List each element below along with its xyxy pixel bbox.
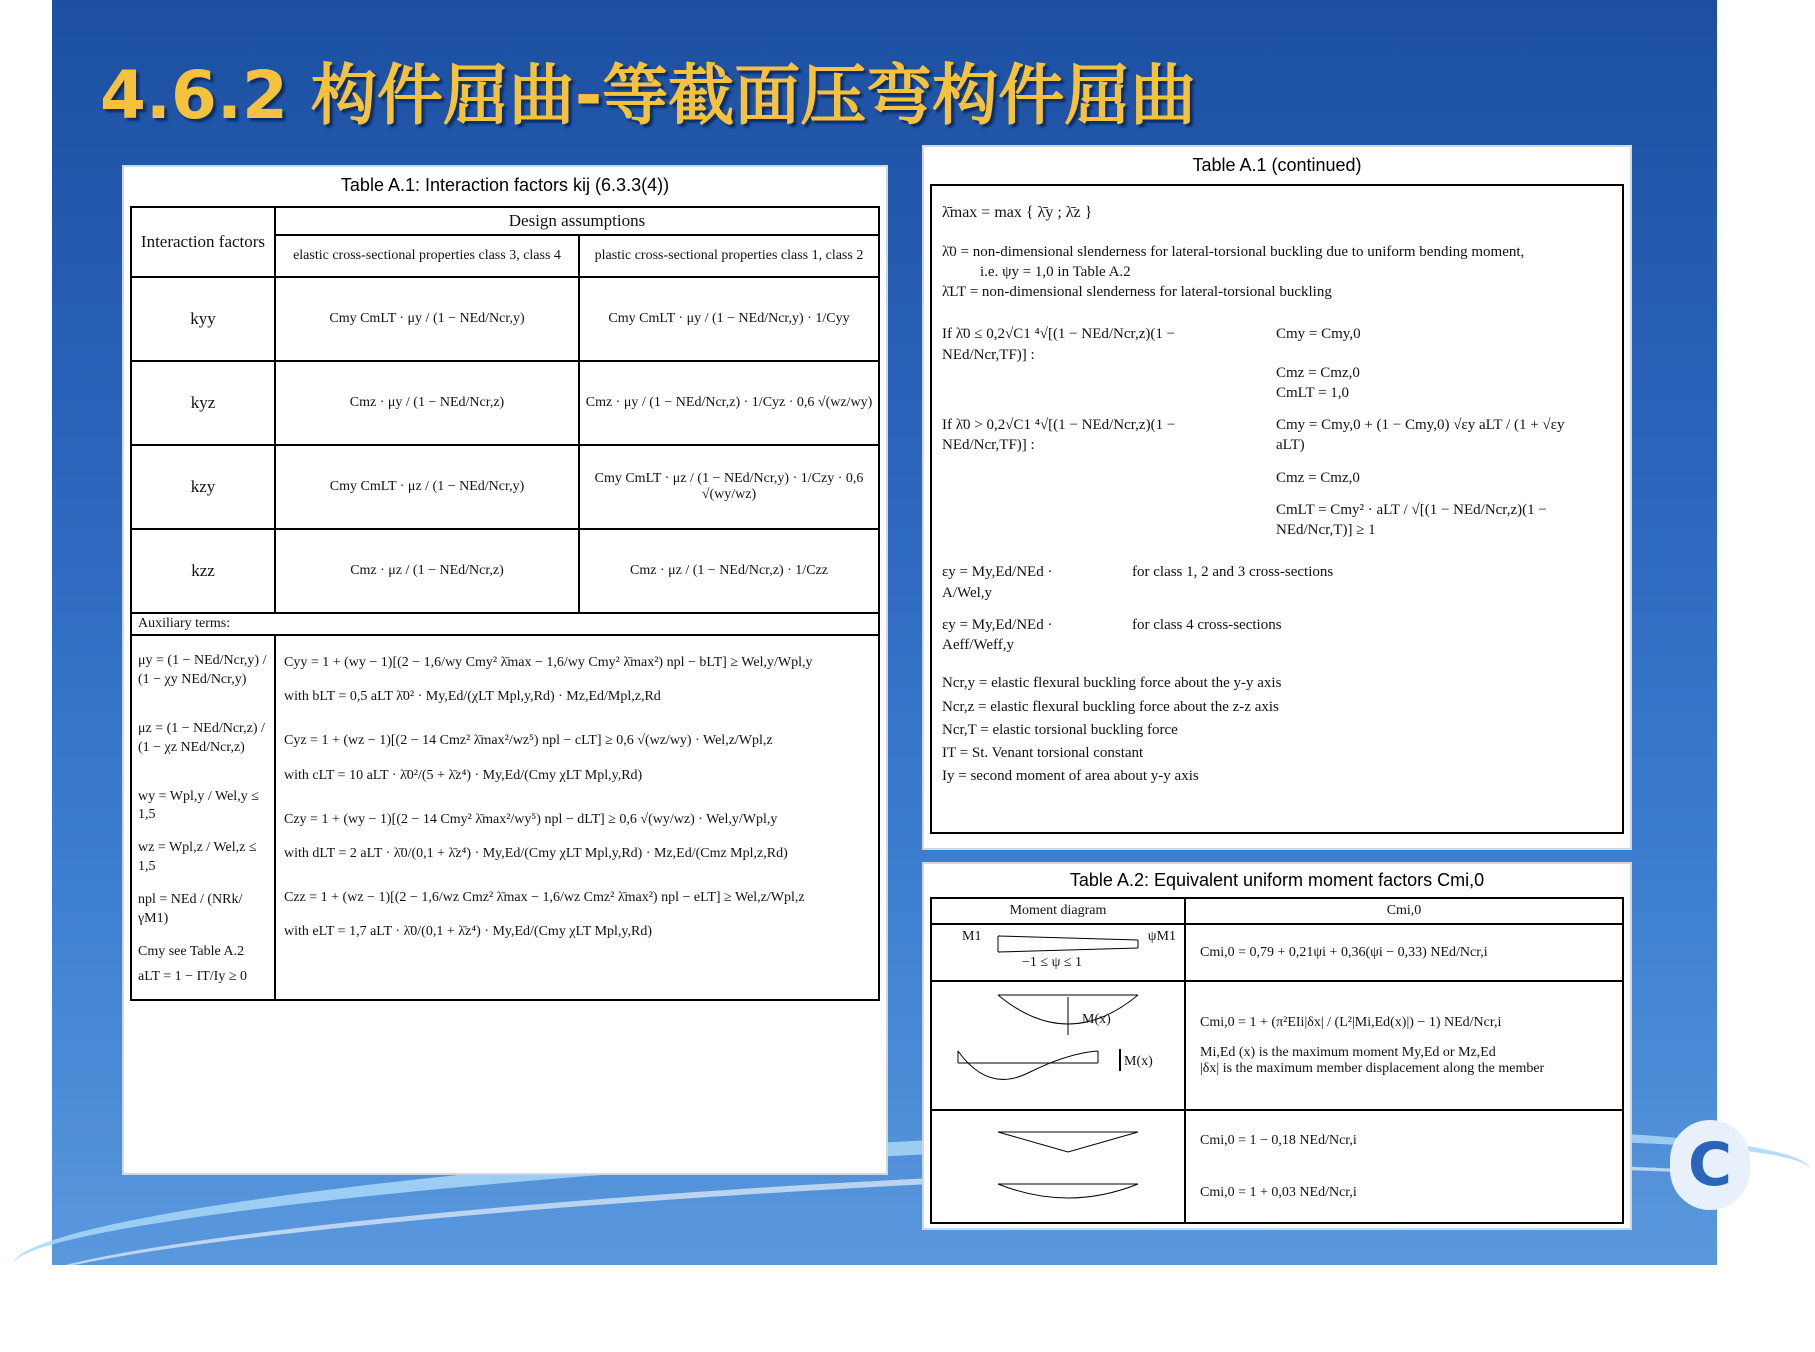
aux-mu-z: μz = (1 − NEd/Ncr,z) / (1 − χz NEd/Ncr,z) (138, 720, 265, 755)
table-row (131, 277, 879, 361)
triangle-parabola-diagram-icon (938, 1112, 1178, 1216)
psi-range-label: −1 ≤ ψ ≤ 1 (1022, 955, 1083, 970)
table-row (931, 981, 1623, 1110)
aux-w-y: wy = Wpl,y / Wel,y ≤ 1,5 (138, 788, 259, 823)
aux-right-cell (275, 635, 879, 1000)
lambda-max-line: λ̄max = max { λ̄y ; λ̄z } (942, 204, 1093, 221)
header-cmi0: Cmi,0 (1185, 898, 1623, 924)
elastic-cell: Cmz · μy / (1 − NEd/Ncr,z) (275, 361, 579, 445)
row3-formula: Cmi,0 = 1 − 0,18 NEd/Ncr,i (1200, 1132, 1357, 1148)
mx-label-top: M(x) (1082, 1012, 1111, 1027)
table-a1-cont-body (930, 184, 1624, 834)
definition-line: Iy = second moment of area about y-y axis (942, 768, 1199, 785)
table-a2-panel (922, 862, 1632, 1230)
m1-label: M1 (962, 929, 982, 944)
plastic-cell: Cmz · μz / (1 − NEd/Ncr,z) · 1/Czz (579, 529, 879, 613)
epsilon-1: εy = My,Ed/NEd · A/Wel,y (942, 564, 1053, 601)
diagram-curved (931, 981, 1185, 1110)
aux-czy: Czy = 1 + (wy − 1)[(2 − 14 Cmy² λ̄max²/wy⁵) npl − dLT] ≥ 0,6 √(wy/wz) · Wel,y/Wpl,y (284, 811, 778, 827)
table-a1-cont-caption: Table A.1 (continued) (1192, 155, 1362, 175)
aux-blt: with bLT = 0,5 aLT λ̄0² · My,Ed/(χLT Mpl,y,Rd) · Mz,Ed/Mpl,z,Rd (284, 689, 661, 705)
table-row (131, 445, 879, 529)
header-moment-diagram: Moment diagram (931, 898, 1185, 924)
if2-condition: If λ̄0 > 0,2√C1 ⁴√[(1 − NEd/Ncr,z)(1 − NEd/Ncr,TF)] : (942, 417, 1176, 454)
mx-label-bottom: M(x) (1124, 1054, 1153, 1069)
definition-line: Ncr,T = elastic torsional buckling force (942, 721, 1178, 738)
epsilon-2-note: for class 4 cross-sections (1132, 616, 1282, 633)
table-a1 (130, 206, 880, 1001)
definition-line: Ncr,y = elastic flexural buckling force about the y-y axis (942, 675, 1282, 692)
table-a2-caption: Table A.2: Equivalent uniform moment factors Cmi,0 (1069, 870, 1485, 890)
if1-result: Cmz = Cmz,0 (1276, 364, 1360, 381)
table-row (931, 1110, 1623, 1223)
epsilon-2: εy = My,Ed/NEd · Aeff/Weff,y (942, 616, 1053, 654)
aux-mu-y: μy = (1 − NEd/Ncr,y) / (1 − χy NEd/Ncr,y) (138, 653, 267, 687)
header-plastic: plastic cross-sectional properties class 1, class 2 (579, 235, 879, 277)
row34-cell (1185, 1110, 1623, 1223)
aux-cyy: Cyy = 1 + (wy − 1)[(2 − 1,6/wy Cmy² λ̄max − 1,6/wy Cmy² λ̄max²) npl − bLT] ≥ Wel,y/Wpl,y (284, 655, 813, 670)
plastic-cell: Cmy CmLT · μz / (1 − NEd/Ncr,y) · 1/Czy · 0,6 √(wy/wz) (579, 445, 879, 529)
aux-clt: with cLT = 10 aLT · λ̄0²/(5 + λ̄z⁴) · My,Ed/(Cmy χLT Mpl,y,Rd) (284, 767, 643, 783)
row2-cell (1185, 981, 1623, 1110)
table-a1-continued-panel (922, 145, 1632, 850)
aux-cmy-note: Cmy see Table A.2 (138, 943, 245, 959)
page-title: 4.6.2 构件屈曲-等截面压弯构件屈曲 (100, 57, 1197, 134)
aux-n-pl: npl = NEd / (NRk/γM1) (138, 892, 243, 927)
aux-dlt: with dLT = 2 aLT · λ̄0/(0,1 + λ̄z⁴) · My,Ed/(Cmy χLT Mpl,y,Rd) · Mz,Ed/(Cmz Mpl,z,Rd) (284, 845, 788, 861)
table-a2 (930, 897, 1624, 1224)
elastic-cell: Cmz · μz / (1 − NEd/Ncr,z) (275, 529, 579, 613)
definition-line: Ncr,z = elastic flexural buckling force about the z-z axis (942, 698, 1279, 715)
if2-result: Cmz = Cmz,0 (1276, 469, 1360, 486)
elastic-cell: Cmy CmLT · μy / (1 − NEd/Ncr,y) (275, 277, 579, 361)
plastic-cell: Cmz · μy / (1 − NEd/Ncr,z) · 1/Cyz · 0,6 √(wz/wy) (579, 361, 879, 445)
factor-cell: kzz (131, 529, 275, 613)
header-design-assumptions: Design assumptions (275, 207, 879, 235)
aux-a-lt: aLT = 1 − IT/Iy ≥ 0 (138, 968, 248, 984)
lambda-lt-line: λ̄LT = non-dimensional slenderness for lateral-torsional buckling (942, 284, 1332, 301)
lambda-0-line: λ̄0 = non-dimensional slenderness for lateral-torsional buckling due to uniform bending moment, (942, 243, 1525, 260)
aux-left-cell (131, 635, 275, 1000)
table-row (131, 529, 879, 613)
if1-result: CmLT = 1,0 (1276, 384, 1350, 401)
row1-formula: Cmi,0 = 0,79 + 0,21ψi + 0,36(ψi − 0,33) NEd/Ncr,i (1185, 924, 1623, 981)
psi-m1-label: ψM1 (1147, 929, 1176, 944)
row2-note: Mi,Ed (x) is the maximum moment My,Ed or Mz,Ed (1200, 1044, 1496, 1060)
lambda-0-note: i.e. ψy = 1,0 in Table A.2 (980, 263, 1131, 280)
factor-cell: kzy (131, 445, 275, 529)
aux-w-z: wz = Wpl,z / Wel,z ≤ 1,5 (138, 840, 257, 875)
row2-formula: Cmi,0 = 1 + (π²EIi|δx| / (L²|Mi,Ed(x)|) − 1) NEd/Ncr,i (1200, 1014, 1502, 1030)
epsilon-1-note: for class 1, 2 and 3 cross-sections (1132, 564, 1334, 581)
table-row (931, 924, 1623, 981)
header-elastic: elastic cross-sectional properties class 3, class 4 (275, 235, 579, 277)
table-row (131, 361, 879, 445)
row2-note: |δx| is the maximum member displacement along the member (1200, 1060, 1545, 1076)
logo-icon: C (1670, 1120, 1750, 1210)
diagram-linear (931, 924, 1185, 981)
aux-czz: Czz = 1 + (wz − 1)[(2 − 1,6/wz Cmz² λ̄max − 1,6/wz Cmz² λ̄max²) npl − eLT] ≥ Wel,z/Wpl,z (284, 890, 805, 906)
plastic-cell: Cmy CmLT · μy / (1 − NEd/Ncr,y) · 1/Cyy (579, 277, 879, 361)
aux-elt: with eLT = 1,7 aLT · λ̄0/(0,1 + λ̄z⁴) · My,Ed/(Cmy χLT Mpl,y,Rd) (284, 924, 653, 940)
table-a1-panel (122, 165, 888, 1175)
if2-result: Cmy = Cmy,0 + (1 − Cmy,0) √εy aLT / (1 + √εy aLT) (1276, 417, 1565, 454)
factor-cell: kyz (131, 361, 275, 445)
row4-formula: Cmi,0 = 1 + 0,03 NEd/Ncr,i (1200, 1184, 1357, 1200)
definition-line: IT = St. Venant torsional constant (942, 745, 1144, 762)
aux-cyz: Cyz = 1 + (wz − 1)[(2 − 14 Cmz² λ̄max²/wz⁵) npl − cLT] ≥ 0,6 √(wz/wy) · Wel,z/Wpl,z (284, 733, 773, 749)
header-interaction-factors: Interaction factors (131, 207, 275, 277)
curved-moment-diagram-icon (938, 983, 1178, 1103)
if1-condition: If λ̄0 ≤ 0,2√C1 ⁴√[(1 − NEd/Ncr,z)(1 − NEd/Ncr,TF)] : (942, 326, 1176, 363)
elastic-cell: Cmy CmLT · μz / (1 − NEd/Ncr,y) (275, 445, 579, 529)
if2-result: CmLT = Cmy² · aLT / √[(1 − NEd/Ncr,z)(1 − NEd/Ncr,T)] ≥ 1 (1276, 501, 1547, 539)
aux-label: Auxiliary terms: (131, 613, 879, 635)
table-a1-caption: Table A.1: Interaction factors kij (6.3.3(4)) (340, 175, 670, 195)
diagram-triangular (931, 1110, 1185, 1223)
factor-cell: kyy (131, 277, 275, 361)
if1-result: Cmy = Cmy,0 (1276, 326, 1361, 343)
